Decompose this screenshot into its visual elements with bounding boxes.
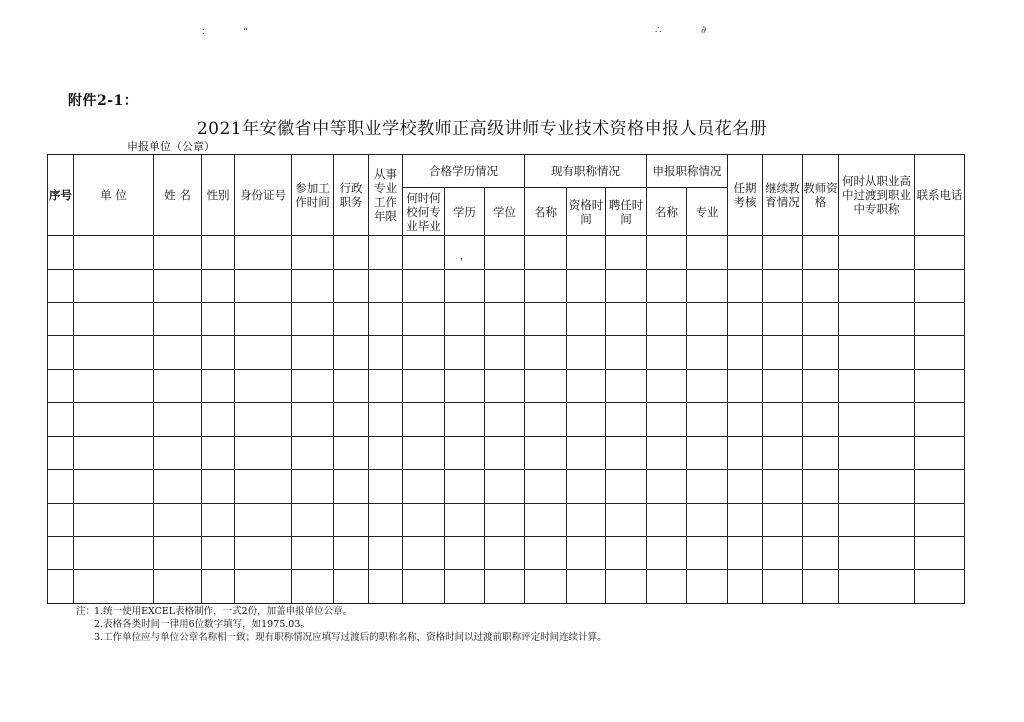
table-cell[interactable] [606,570,647,604]
table-cell[interactable] [687,570,728,604]
table-cell[interactable] [292,436,334,469]
table-cell[interactable] [154,369,202,402]
table-cell[interactable] [369,269,403,302]
table-cell[interactable] [525,570,567,604]
table-row [48,302,965,335]
table-cell[interactable] [485,436,525,469]
table-cell[interactable] [485,537,525,570]
table-cell[interactable] [803,369,839,402]
table-cell[interactable] [687,403,728,436]
table-cell[interactable] [567,570,606,604]
table-cell[interactable] [525,336,567,369]
table-cell[interactable] [74,537,154,570]
table-cell[interactable] [235,470,292,503]
table-cell[interactable] [567,336,606,369]
table-cell[interactable] [606,503,647,536]
table-cell[interactable] [687,470,728,503]
table-cell[interactable] [235,369,292,402]
table-cell[interactable] [728,436,763,469]
table-cell[interactable] [525,503,567,536]
table-cell[interactable] [403,503,445,536]
table-cell[interactable] [763,336,803,369]
notes-label: 注： [76,606,96,617]
table-cell[interactable] [292,336,334,369]
table-cell[interactable] [803,403,839,436]
table-cell[interactable] [74,369,154,402]
table-row [48,236,965,269]
table-cell[interactable] [485,336,525,369]
table-cell[interactable] [485,570,525,604]
table-cell[interactable] [403,236,445,269]
table-cell[interactable] [728,302,763,335]
table-cell[interactable] [369,470,403,503]
table-cell[interactable] [403,302,445,335]
header-edu-degree-level: 学历 [445,188,485,236]
table-cell[interactable] [485,269,525,302]
header-name: 姓 名 [154,155,202,236]
table-cell[interactable] [369,570,403,604]
table-cell[interactable] [728,236,763,269]
table-cell[interactable] [48,403,74,436]
table-cell[interactable] [803,503,839,536]
header-transition: 何时从职业高中过渡到职业中专职称 [839,155,915,236]
table-cell[interactable] [154,302,202,335]
table-cell[interactable] [606,269,647,302]
table-cell[interactable] [445,336,485,369]
table-cell[interactable] [48,236,74,269]
table-cell[interactable] [334,369,369,402]
table-cell[interactable] [525,436,567,469]
table-cell[interactable] [803,570,839,604]
table-cell[interactable] [235,302,292,335]
table-cell[interactable] [728,570,763,604]
table-cell[interactable] [74,269,154,302]
table-cell[interactable] [334,503,369,536]
table-cell[interactable] [74,236,154,269]
table-cell[interactable] [48,503,74,536]
table-cell[interactable] [334,470,369,503]
table-cell[interactable] [839,470,915,503]
table-cell[interactable] [647,570,687,604]
table-cell[interactable] [763,570,803,604]
table-cell[interactable] [728,269,763,302]
table-cell[interactable] [687,302,728,335]
table-cell[interactable] [445,269,485,302]
attachment-label: 附件2-1： [68,93,139,109]
header-cur-hire-time: 聘任时间 [606,188,647,236]
header-seq: 序号 [48,155,74,236]
table-cell[interactable] [647,537,687,570]
table-cell[interactable] [525,537,567,570]
table-cell[interactable] [154,403,202,436]
table-cell[interactable] [403,470,445,503]
table-cell[interactable] [292,269,334,302]
document-title: 2021年安徽省中等职业学校教师正高级讲师专业技术资格申报人员花名册 [196,119,768,139]
table-cell[interactable] [74,302,154,335]
table-cell[interactable] [334,302,369,335]
table-cell[interactable] [485,470,525,503]
table-row [48,336,965,369]
table-cell[interactable] [235,503,292,536]
table-cell[interactable] [839,403,915,436]
table-row [48,369,965,402]
header-cur-group: 现有职称情况 [525,155,647,188]
table-cell[interactable] [48,369,74,402]
table-cell[interactable] [445,302,485,335]
table-cell[interactable] [915,470,965,503]
table-cell[interactable] [369,236,403,269]
table-cell[interactable] [525,403,567,436]
table-cell[interactable] [525,470,567,503]
table-cell[interactable] [154,570,202,604]
table-cell[interactable] [445,503,485,536]
table-row [48,503,965,536]
table-cell[interactable] [839,537,915,570]
table-cell[interactable] [647,302,687,335]
table-cell[interactable] [567,537,606,570]
table-cell[interactable] [763,269,803,302]
table-cell[interactable] [334,403,369,436]
table-cell[interactable] [292,369,334,402]
table-cell[interactable] [369,403,403,436]
table-cell[interactable] [292,470,334,503]
roster-table [47,154,965,604]
scan-speck: ∴ [655,25,662,36]
table-cell[interactable] [202,470,235,503]
table-cell[interactable] [403,570,445,604]
table-cell[interactable] [154,336,202,369]
table-cell[interactable] [915,269,965,302]
table-cell[interactable] [235,336,292,369]
table-cell[interactable] [606,403,647,436]
table-cell[interactable] [202,302,235,335]
header-continuing-edu: 继续教育情况 [763,155,803,236]
table-cell[interactable] [292,302,334,335]
table-cell[interactable] [803,336,839,369]
table-cell[interactable] [74,503,154,536]
table-cell[interactable] [334,336,369,369]
table-cell[interactable] [292,503,334,536]
table-cell[interactable] [763,470,803,503]
table-cell[interactable] [763,537,803,570]
table-cell[interactable] [567,470,606,503]
table-cell[interactable] [687,503,728,536]
table-cell[interactable] [154,503,202,536]
table-cell[interactable] [74,336,154,369]
table-cell[interactable] [369,369,403,402]
table-cell[interactable] [647,269,687,302]
table-row [48,403,965,436]
table-cell[interactable] [647,503,687,536]
table-cell[interactable] [803,269,839,302]
table-cell[interactable] [369,336,403,369]
table-cell[interactable] [74,403,154,436]
table-cell[interactable] [647,436,687,469]
table-cell[interactable] [48,302,74,335]
table-cell[interactable] [334,570,369,604]
table-cell[interactable] [567,236,606,269]
table-cell[interactable] [606,236,647,269]
table-cell[interactable] [915,336,965,369]
header-cur-name: 名称 [525,188,567,236]
table-cell[interactable] [567,302,606,335]
table-cell[interactable] [687,236,728,269]
header-edu-group: 合格学历情况 [403,155,525,188]
header-apply-name: 名称 [647,188,687,236]
table-cell[interactable] [235,570,292,604]
table-cell[interactable] [154,236,202,269]
header-years: 从事专业工作年限 [369,155,403,236]
table-cell[interactable] [606,537,647,570]
table-cell[interactable] [202,369,235,402]
table-cell[interactable] [606,369,647,402]
table-row [48,570,965,604]
table-cell[interactable] [485,302,525,335]
table-cell[interactable] [445,470,485,503]
table-cell[interactable] [839,336,915,369]
table-cell[interactable] [567,369,606,402]
table-cell[interactable] [525,269,567,302]
table-cell[interactable] [839,302,915,335]
table-row [48,470,965,503]
table-cell[interactable] [202,503,235,536]
table-cell[interactable] [403,537,445,570]
table-cell[interactable] [763,403,803,436]
table-cell[interactable] [687,336,728,369]
table-cell[interactable] [485,236,525,269]
table-cell[interactable] [74,436,154,469]
table-cell[interactable] [48,570,74,604]
header-apply-group: 申报职称情况 [647,155,728,188]
table-cell[interactable] [202,269,235,302]
table-cell[interactable] [74,570,154,604]
table-row [48,537,965,570]
table-cell[interactable] [525,302,567,335]
table-cell[interactable] [292,537,334,570]
table-cell[interactable] [915,236,965,269]
table-cell[interactable] [403,369,445,402]
table-cell[interactable] [445,436,485,469]
table-cell[interactable] [202,537,235,570]
table-cell[interactable] [567,269,606,302]
table-cell[interactable] [369,503,403,536]
table-cell[interactable] [728,336,763,369]
table-cell[interactable] [803,302,839,335]
table-cell[interactable] [763,369,803,402]
header-edu-when: 何时何校何专业毕业 [403,188,445,236]
table-cell[interactable] [839,436,915,469]
table-cell[interactable] [567,503,606,536]
table-cell[interactable] [235,537,292,570]
table-cell[interactable] [763,302,803,335]
table-cell[interactable] [235,269,292,302]
table-cell[interactable] [915,537,965,570]
table-cell[interactable] [839,503,915,536]
table-cell[interactable] [292,570,334,604]
table-cell[interactable] [202,436,235,469]
table-cell[interactable] [334,269,369,302]
notes-block [76,605,607,644]
table-cell[interactable] [803,236,839,269]
table-cell[interactable] [915,302,965,335]
header-gender: 性别 [202,155,235,236]
table-cell[interactable] [485,503,525,536]
header-start-work: 参加工作时间 [292,155,334,236]
table-cell[interactable] [606,336,647,369]
table-cell[interactable] [606,302,647,335]
table-cell[interactable] [445,236,485,269]
table-cell[interactable] [803,436,839,469]
note-item: 1.统一使用EXCEL表格制作，一式2份，加盖申报单位公章。 [94,606,353,617]
table-cell[interactable] [647,369,687,402]
table-cell[interactable] [606,470,647,503]
table-cell[interactable] [154,269,202,302]
table-cell[interactable] [606,436,647,469]
table-cell[interactable] [154,537,202,570]
table-cell[interactable] [48,436,74,469]
table-cell[interactable] [369,436,403,469]
table-cell[interactable] [154,436,202,469]
table-cell[interactable] [235,236,292,269]
note-item: 2.表格各类时间一律用6位数字填写，如1975.03。 [94,619,310,630]
table-cell[interactable] [728,369,763,402]
table-cell[interactable] [687,436,728,469]
table-cell[interactable] [202,236,235,269]
table-cell[interactable] [235,436,292,469]
table-cell[interactable] [369,537,403,570]
table-cell[interactable] [687,269,728,302]
table-cell[interactable] [647,470,687,503]
reporting-unit-label: 申报单位（公章） [127,140,215,153]
header-edu-degree: 学位 [485,188,525,236]
table-cell[interactable] [839,570,915,604]
table-cell[interactable] [839,236,915,269]
table-cell[interactable] [763,236,803,269]
table-cell[interactable] [48,269,74,302]
table-cell[interactable] [647,236,687,269]
stray-mark: ， [459,252,469,263]
table-cell[interactable] [763,503,803,536]
table-cell[interactable] [369,302,403,335]
table-cell[interactable] [687,369,728,402]
table-cell[interactable] [48,336,74,369]
table-cell[interactable] [445,570,485,604]
table-cell[interactable] [334,236,369,269]
table-cell[interactable] [48,470,74,503]
table-cell[interactable] [485,403,525,436]
table-cell[interactable] [403,436,445,469]
table-cell[interactable] [445,403,485,436]
table-cell[interactable] [567,403,606,436]
table-cell[interactable] [915,369,965,402]
table-cell[interactable] [647,336,687,369]
table-row [48,269,965,302]
table-cell[interactable] [154,470,202,503]
table-cell[interactable] [74,470,154,503]
table-cell[interactable] [48,537,74,570]
table-cell[interactable] [202,403,235,436]
header-apply-major: 专业 [687,188,728,236]
table-cell[interactable] [803,470,839,503]
scan-speck: “ [243,27,249,38]
table-cell[interactable] [728,537,763,570]
table-cell[interactable] [292,236,334,269]
table-cell[interactable] [235,403,292,436]
header-phone: 联系电话 [915,155,965,236]
header-id-card: 身份证号 [235,155,292,236]
table-cell[interactable] [445,537,485,570]
table-cell[interactable] [292,403,334,436]
table-cell[interactable] [687,537,728,570]
note-item: 3.工作单位应与单位公章名称相一致；现有职称情况应填写过渡后的职称名称，资格时间以过渡前职称评定时间连续计算。 [94,632,607,643]
table-cell[interactable] [915,503,965,536]
header-cur-qual-time: 资格时间 [567,188,606,236]
table-cell[interactable] [334,537,369,570]
table-cell[interactable] [803,537,839,570]
table-cell[interactable] [915,436,965,469]
table-cell[interactable] [403,269,445,302]
table-row [48,436,965,469]
table-cell[interactable] [445,369,485,402]
table-cell[interactable] [334,436,369,469]
table-cell[interactable] [525,236,567,269]
header-teacher-qual: 教师资格 [803,155,839,236]
header-admin-post: 行政职务 [334,155,369,236]
table-cell[interactable] [403,403,445,436]
table-cell[interactable] [728,503,763,536]
table-cell[interactable] [839,369,915,402]
table-cell[interactable] [485,369,525,402]
table-cell[interactable] [202,336,235,369]
table-cell[interactable] [839,269,915,302]
table-cell[interactable] [728,403,763,436]
table-cell[interactable] [915,403,965,436]
scan-speck: ∂ [701,25,707,36]
table-cell[interactable] [728,470,763,503]
table-cell[interactable] [403,336,445,369]
table-cell[interactable] [525,369,567,402]
header-term-exam: 任期考核 [728,155,763,236]
table-cell[interactable] [915,570,965,604]
table-cell[interactable] [567,436,606,469]
table-cell[interactable] [202,570,235,604]
table-cell[interactable] [763,436,803,469]
table-cell[interactable] [647,403,687,436]
header-unit: 单 位 [74,155,154,236]
scan-speck: ∶ [202,27,205,38]
